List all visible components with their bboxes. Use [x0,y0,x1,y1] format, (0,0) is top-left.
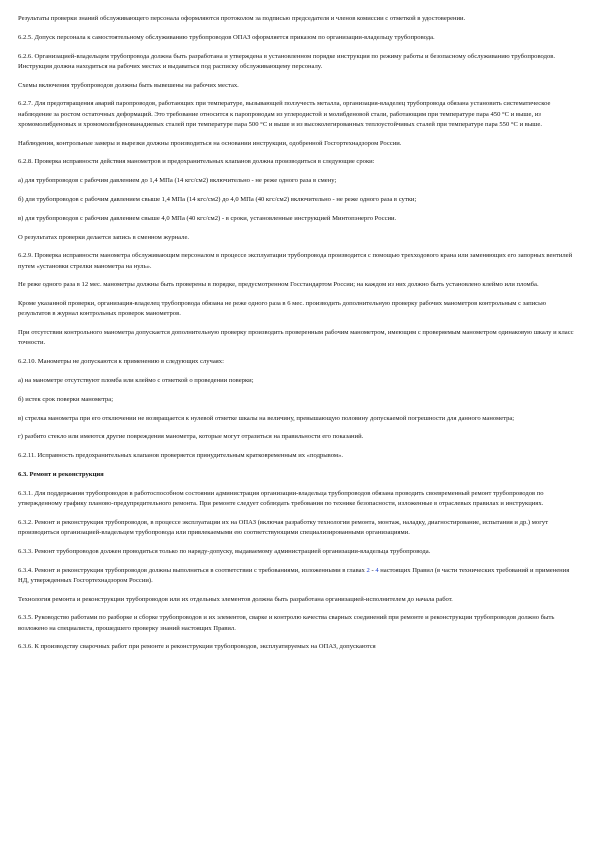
paragraph-repair-technology: Технология ремонта и реконструкции трубопроводов или их отдельных элементов должна быть разработана организацией-исполнителем до начала работ. [18,595,453,603]
paragraph-12-month-check: Не реже одного раза в 12 мес. манометры должны быть проверены в порядке, предусмотренном Госстандартом России; на каждом из них должно быть установлено клеймо или пломба. [18,281,539,289]
paragraph-6-2-7: 6.2.7. Для предотвращения аварий паропроводов, работающих при температуре, вызывающей ползучесть металла, организация-владелец трубопровода обязана установить систематическое наблюдение за ростом остаточных деформаций. Это требование относится к паропроводам из углеродистой и молибденовой стали, работающим при температуре пара 450 °С и выше, из хромомолибденовых и хромомолибденованадиевых сталей при температуре пара 500 °С и выше и из высоколегированных теплоустойчивых сталей при температуре пара 550 °С и выше. [18,100,551,128]
list-item-a-pressure-1-4: а) для трубопроводов с рабочим давлением до 1,4 МПа (14 кгс/см2) включительно - не реже одного раза в смену; [18,177,337,185]
section-heading-6-3: 6.3. Ремонт и реконструкция [18,470,104,478]
paragraph-6-2-9: 6.2.9. Проверка исправности манометра обслуживающим персоналом в процессе эксплуатации трубопровода производится с помощью трехходового крана или заменяющих его запорных вентилей путем «установки стрелки манометра на нуль». [18,252,573,270]
paragraph-6-3-3: 6.3.3. Ремонт трубопроводов должен проводиться только по наряду-допуску, выдаваемому администрацией организации-владельца трубопровода. [18,547,431,555]
chapter-2-link[interactable]: 2 [366,566,370,574]
paragraph-6-2-10: 6.2.10. Манометры не допускаются к применению в следующих случаях: [18,358,224,366]
list-item-d-broken-glass: г) разбито стекло или имеются другие повреждения манометра, которые могут отразиться на правильности его показаний. [18,433,364,441]
paragraph-schemes: Схемы включения трубопроводов должны быть вывешены на рабочих местах. [18,81,239,89]
paragraph-6-3-1: 6.3.1. Для поддержания трубопроводов в работоспособном состоянии администрация организации-владельца трубопроводов обязана проводить своевременный ремонт трубопроводов по утвержденному графику планово-предупредительного ремонта. При ремонте следует соблюдать требования по технике безопасности, изложенные в отраслевых правилах и инструкциях. [18,489,544,507]
paragraph-6-3-4 [18,566,576,586]
paragraph-6-3-6: 6.3.6. К производству сварочных работ при ремонте и реконструкции трубопроводов, эксплуатируемых на ОПАЗ, допускаются [18,643,376,651]
paragraph-6-2-5: 6.2.5. Допуск персонала к самостоятельному обслуживанию трубопроводов ОПАЗ оформляется приказом по организации-владельцу трубопровода. [18,33,435,41]
list-item-b-expired: б) истек срок поверки манометра; [18,395,114,403]
list-item-c-needle-zero: в) стрелка манометра при его отключении не возвращается к нулевой отметке шкалы на величину, превышающую половину допускаемой погрешности для данного манометра; [18,414,515,422]
paragraph-6-month-check: Кроме указанной проверки, организация-владелец трубопровода обязана не реже одного раза в 6 мес. производить дополнительную проверку рабочих манометров контрольным с записью результатов в журнал контрольных проверок манометров. [18,300,547,318]
paragraph-no-control-gauge: При отсутствии контрольного манометра допускается дополнительную проверку производить проверенным рабочим манометром, имеющим с проверяемым манометром одинаковую шкалу и класс точности. [18,329,574,347]
paragraph-6-3-5: 6.3.5. Руководство работами по разборке и сборке трубопроводов и их элементов, сварке и контролю качества сварных соединений при ремонте и реконструкции трубопроводов должно быть возложено на специалиста, прошедшего проверку знаний настоящих Правил. [18,614,555,632]
paragraph-6-2-8: 6.2.8. Проверка исправности действия манометров и предохранительных клапанов должна производиться в следующие сроки: [18,158,375,166]
paragraph-6-3-2: 6.3.2. Ремонт и реконструкция трубопроводов, в процессе эксплуатации их на ОПАЗ (включая разработку технологии ремонта, монтаж, наладку, диагностирование, испытания и др.) могут производиться организацией-владельцем трубопровода или привлекаемыми ею соответствующими специализированными организациями. [18,518,549,536]
chapter-4-link[interactable]: 4 [375,566,379,574]
list-item-c-pressure-above-4-0: в) для трубопроводов с рабочим давлением свыше 4,0 МПа (40 кгс/см2) - в сроки, установленные инструкцией Минтопэнерго России. [18,214,397,222]
paragraph-6-3-4-text-start: 6.3.4. Ремонт и реконструкция трубопроводов должны выполняться в соответствии с требованиями, изложенными в главах [18,566,367,574]
paragraph-6-2-11: 6.2.11. Исправность предохранительных клапанов проверяется принудительным кратковременным их «подрывом». [18,452,344,460]
paragraph-observations: Наблюдения, контрольные замеры и вырезки должны производиться на основании инструкции, одобренной Госгортехнадзором России. [18,139,402,147]
paragraph-exam-results: Результаты проверки знаний обслуживающего персонала оформляются протоколом за подписью председателя и членов комиссии с отметкой в удостоверении. [18,15,466,22]
paragraph-6-3-4-text-end: настоящих Правил (в части технических требований и применения НД, утвержденных Госгортехнадзором России). [18,566,570,584]
paragraph-6-2-6: 6.2.6. Организацией-владельцем трубопровода должна быть разработана и утверждена в установленном порядке инструкция по режиму работы и безопасному обслуживанию трубопроводов. Инструкция должна находиться на рабочих местах и выдаваться под расписку обслуживающему персоналу. [18,52,556,70]
document-page [18,14,576,653]
list-item-b-pressure-1-4-to-4-0: б) для трубопроводов с рабочим давлением свыше 1,4 МПа (14 кгс/см2) до 4,0 МПа (40 кгс/см2) включительно - не реже одного раза в сутки; [18,195,417,203]
paragraph-shift-log: О результатах проверки делается запись в сменном журнале. [18,233,190,241]
dash-separator: - [369,566,376,574]
list-item-a-no-seal: а) на манометре отсутствуют пломба или клеймо с отметкой о проведении поверки; [18,376,254,384]
